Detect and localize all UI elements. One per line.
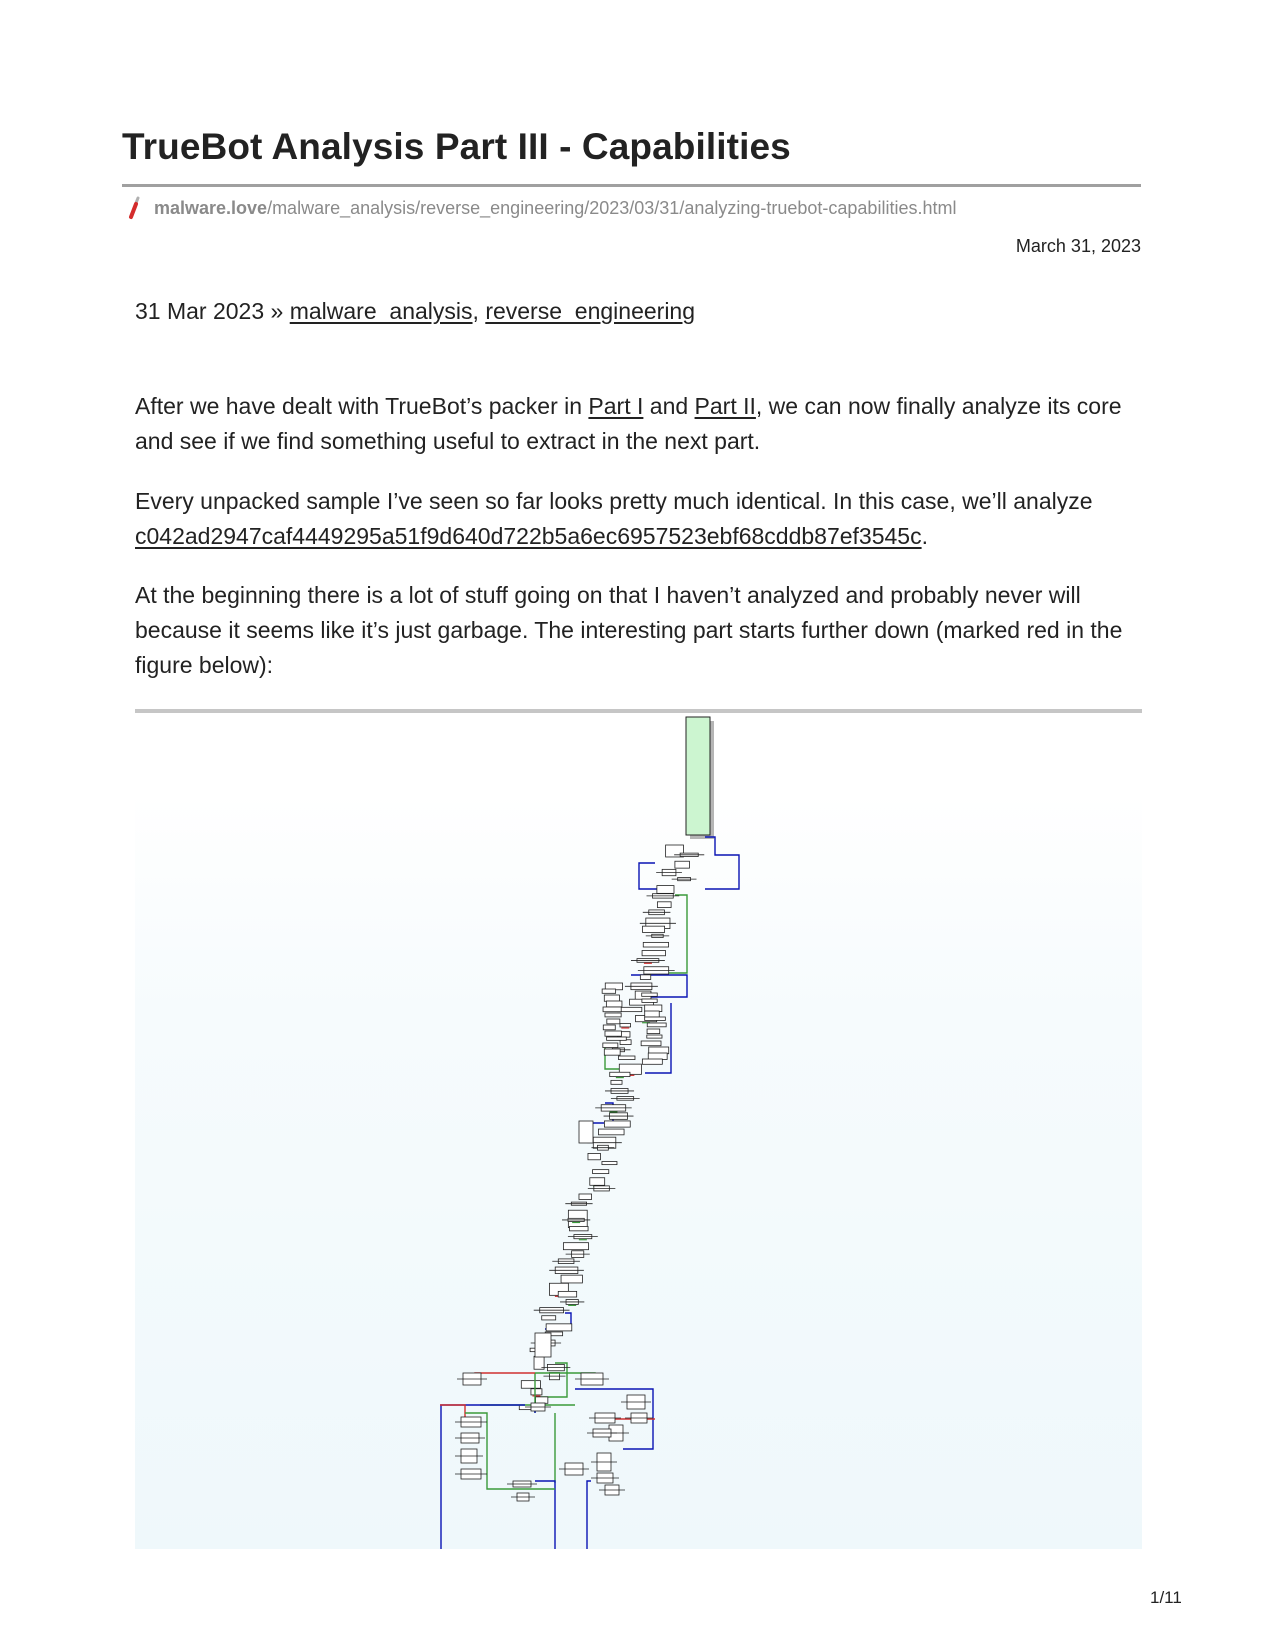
graph-block — [604, 1121, 630, 1127]
source-url[interactable] — [154, 198, 956, 219]
graph-block — [643, 942, 668, 947]
graph-block — [569, 1226, 588, 1230]
graph-block — [602, 989, 615, 993]
graph-block — [563, 1243, 588, 1250]
graph-block — [593, 1170, 609, 1174]
paragraph-text: , we can now finally analyze its core and see if we find something useful to extract in the next part. — [135, 393, 1122, 454]
sample-hash-link[interactable]: c042ad2947caf4449295a51f9d640d722b5a6ec6957523ebf68cddb87ef3545c — [135, 523, 922, 549]
graph-edge — [441, 1405, 525, 1549]
graph-block — [645, 1005, 662, 1012]
graph-block — [605, 1013, 621, 1017]
part-two-link[interactable]: Part II — [694, 393, 756, 419]
post-meta — [135, 298, 695, 325]
graph-block — [642, 993, 658, 996]
meta-date: 31 Mar 2023 » — [135, 298, 284, 324]
graph-block — [561, 1275, 582, 1283]
tag-separator: , — [472, 298, 479, 324]
graph-block — [603, 1007, 621, 1012]
graph-block — [521, 1381, 540, 1389]
graph-block — [610, 1072, 630, 1076]
graph-block — [603, 1025, 615, 1030]
graph-block — [536, 1397, 548, 1403]
graph-edge — [535, 1481, 555, 1549]
part-one-link[interactable]: Part I — [588, 393, 644, 419]
graph-block — [675, 861, 690, 868]
graph-edge — [705, 837, 739, 889]
source-path: /malware_analysis/reverse_engineering/2023/03/31/analyzing-truebot-capabilities.html — [267, 197, 957, 218]
graph-block — [579, 1194, 592, 1199]
graph-block — [642, 951, 665, 956]
graph-block — [657, 902, 671, 908]
graph-block — [641, 1041, 661, 1046]
graph-block — [619, 1056, 635, 1060]
graph-block — [604, 995, 619, 1001]
graph-edge — [587, 1481, 591, 1549]
site-favicon-icon — [126, 196, 142, 220]
graph-block — [607, 1037, 627, 1040]
graph-block — [611, 1080, 622, 1084]
graph-block — [648, 1053, 667, 1059]
graph-block — [647, 1035, 662, 1038]
publish-date: March 31, 2023 — [1015, 236, 1141, 256]
graph-block — [657, 886, 674, 894]
paragraph-beginning: At the beginning there is a lot of stuff going on that I haven’t analyzed and probably never will because it seems like it’s just garbage. The interesting part starts further down (marked red in the figure below): — [135, 582, 1123, 678]
graph-block — [605, 1031, 621, 1036]
graph-block — [558, 1291, 576, 1297]
graph-block — [590, 1178, 605, 1186]
graph-block — [642, 926, 664, 932]
graph-block — [642, 1059, 662, 1064]
graph-block — [588, 1153, 600, 1159]
paragraph-sample — [135, 484, 1145, 554]
graph-edge — [440, 1405, 465, 1417]
paragraph-intro — [135, 389, 1145, 459]
graph-block — [602, 1162, 617, 1165]
graph-block — [531, 1389, 542, 1395]
graph-block — [546, 1324, 572, 1331]
graph-block — [647, 1023, 666, 1027]
graph-block — [642, 999, 657, 1002]
source-domain: malware.love — [154, 197, 268, 218]
source-line — [126, 196, 956, 220]
graph-block — [579, 1121, 593, 1143]
graph-block — [645, 1011, 660, 1017]
graph-entry-block — [686, 717, 710, 835]
tag-link-malware-analysis[interactable]: malware_analysis — [289, 298, 473, 324]
graph-block — [598, 1129, 624, 1135]
article-title: TrueBot Analysis Part III - Capabilities — [122, 126, 791, 167]
graph-block — [606, 1001, 622, 1007]
tag-link-reverse-engineering[interactable]: reverse_engineering — [485, 298, 696, 324]
paragraph-text: . — [921, 523, 928, 549]
graph-block — [603, 1043, 618, 1048]
graph-block — [640, 975, 650, 980]
graph-block — [645, 1017, 666, 1020]
paragraph-text: Every unpacked sample I’ve seen so far looks pretty much identical. In this case, we’ll analyze — [135, 488, 1093, 514]
title-divider — [122, 184, 1141, 187]
graph-block — [647, 1029, 660, 1034]
paragraph-text: After we have dealt with TrueBot’s packer in — [135, 393, 589, 419]
graph-block — [607, 1019, 620, 1024]
graph-block — [535, 1333, 551, 1357]
graph-block — [604, 1049, 620, 1055]
paragraph-text: and — [643, 393, 695, 419]
control-flow-graph — [135, 713, 1142, 1549]
control-flow-graph-figure — [135, 713, 1142, 1549]
graph-block — [620, 1024, 631, 1027]
graph-block — [542, 1316, 556, 1320]
page-number: 1/11 — [1150, 1588, 1182, 1607]
